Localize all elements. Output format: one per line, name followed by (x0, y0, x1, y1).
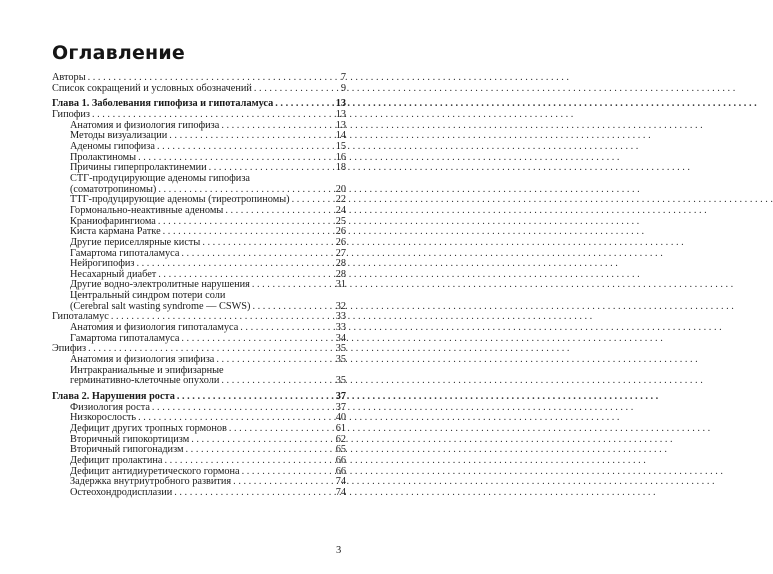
toc-entry[interactable] (52, 376, 346, 387)
toc-entry-title: Анатомия и физиология гипофиза (70, 119, 220, 131)
toc-entry[interactable] (52, 174, 346, 185)
toc-entry-title: Гамартома гипоталамуса (70, 247, 180, 259)
toc-entry-page: 25 (335, 215, 346, 227)
toc-entry-title: Глава 2. Нарушения роста (52, 391, 175, 403)
toc-entry-title: ТТГ-продуцирующие аденомы (тиреотропиномы) (70, 194, 290, 206)
toc-entry-title: Несахарный диабет (70, 268, 157, 280)
toc-entry-page: 27 (335, 247, 346, 259)
dot-leader (174, 488, 333, 499)
toc-entry-page: 28 (335, 268, 346, 280)
toc-entry-title: Гормонально-неактивные аденомы (70, 204, 224, 216)
toc-entry-title: Гамартома гипоталамуса (70, 332, 180, 344)
toc-entry-title: Физиология роста (70, 401, 150, 413)
toc-entry-page: 15 (335, 140, 346, 152)
toc-entry-title: Анатомия и физиология гипоталамуса (70, 322, 239, 334)
toc-entry-page: 37 (335, 401, 346, 413)
toc-entry-title: Центральный синдром потери соли (70, 290, 226, 302)
toc-entry-title: Гипофиз (52, 108, 90, 120)
toc-entry-page: 74 (335, 486, 346, 498)
toc-entry-page: 20 (335, 183, 346, 195)
toc-entry-title: Краниофарингиома (70, 215, 156, 227)
toc-entry-title: Пролактиномы (70, 151, 137, 163)
toc-entry-title: Гипоталамус (52, 311, 109, 323)
toc-entry-title: Причины гиперпролактинемии (70, 162, 207, 174)
dot-leader (221, 376, 333, 387)
toc-entry[interactable] (52, 206, 346, 217)
toc-entry-title: Нейрогипофиз (70, 258, 135, 270)
toc-entry-page: 37 (335, 391, 346, 403)
toc-entry-title: Задержка внутриутробного развития (70, 476, 232, 488)
dot-leader (225, 206, 333, 217)
toc-entry-page: 33 (335, 322, 346, 334)
toc-entry-page: 7 (340, 72, 346, 83)
toc-entry-page: 18 (335, 162, 346, 174)
toc-entry-title: Вторичный гипогонадизм (70, 444, 184, 456)
toc-entry-page: 16 (335, 151, 346, 163)
toc-entry-page: 66 (335, 465, 346, 477)
toc-entry-page: 31 (335, 279, 346, 291)
toc-entry-page: 65 (335, 444, 346, 456)
toc-entry-title: Методы визуализации (70, 130, 168, 142)
toc-entry-page: 26 (335, 226, 346, 238)
toc-entry-title: (соматотропиномы) (70, 183, 157, 195)
toc-entry-title: Интракраниальные и эпифизарные (70, 364, 224, 376)
toc-entry[interactable] (52, 488, 346, 499)
dot-leader (216, 355, 333, 366)
toc-entry-page: 9 (340, 82, 346, 94)
toc-entry-title: Другие водно-электролитные нарушения (70, 279, 250, 291)
toc-entry-page: 32 (335, 300, 346, 312)
toc-entry-page: 28 (335, 258, 346, 270)
toc-entry-title: Анатомия и физиология эпифиза (70, 354, 215, 366)
toc-entry-page: 13 (335, 119, 346, 131)
toc-entry-title: Дефицит антидиуретического гормона (70, 465, 240, 477)
toc-entry-page: 40 (335, 412, 346, 424)
toc-entry-title: Другие периселлярные кисты (70, 236, 201, 248)
toc-entry-page: 35 (335, 375, 346, 387)
page-number: 3 (336, 545, 342, 556)
toc-entry-title: Дефицит пролактина (70, 454, 163, 466)
toc-entry[interactable] (52, 142, 346, 153)
toc-entry-page: 62 (335, 433, 346, 445)
toc-entry-title: СТГ-продуцирующие аденомы гипофиза (70, 172, 250, 184)
toc-entry-title: Аденомы гипофиза (70, 140, 155, 152)
toc-entry-page: 24 (335, 204, 346, 216)
toc-entry-page: 26 (335, 236, 346, 248)
toc-entry-page: 35 (335, 343, 346, 355)
dot-leader (252, 280, 334, 291)
table-of-contents (52, 73, 346, 499)
toc-entry-title: Авторы (52, 72, 86, 83)
toc-entry-title: Дефицит других тропных гормонов (70, 423, 227, 434)
toc-entry-title: Глава 1. Заболевания гипофиза и гипоталамуса (52, 98, 274, 110)
toc-entry-page: 74 (335, 476, 346, 488)
toc-entry-title: Киста кармана Ратке (70, 226, 161, 238)
toc-entry-title: Эпифиз (52, 343, 87, 355)
toc-entry-page: 14 (335, 130, 346, 142)
toc-entry-page: 33 (335, 311, 346, 323)
toc-entry-title: Вторичный гипокортицизм (70, 433, 190, 445)
page-title: Оглавление (52, 42, 185, 64)
toc-entry-page: 13 (335, 108, 346, 120)
toc-entry-page: 61 (335, 423, 346, 434)
dot-leader (254, 84, 339, 95)
dot-leader (157, 142, 334, 153)
toc-entry-page: 13 (335, 98, 346, 110)
dot-leader (202, 238, 333, 249)
toc-entry-title: Список сокращений и условных обозначений (52, 82, 252, 94)
toc-entry[interactable] (52, 238, 346, 249)
toc-entry-page: 22 (335, 194, 346, 206)
toc-entry-page: 35 (335, 354, 346, 366)
toc-entry-title: Низкорослость (70, 412, 137, 424)
toc-entry-title: Остеохондродисплазии (70, 486, 173, 498)
toc-entry-page: 34 (335, 332, 346, 344)
toc-entry-title: (Cerebral salt wasting syndrome — CSWS) (70, 300, 251, 312)
toc-entry[interactable] (52, 84, 346, 95)
toc-entry-title: герминативно-клеточные опухоли (70, 375, 220, 387)
toc-entry-page: 66 (335, 454, 346, 466)
